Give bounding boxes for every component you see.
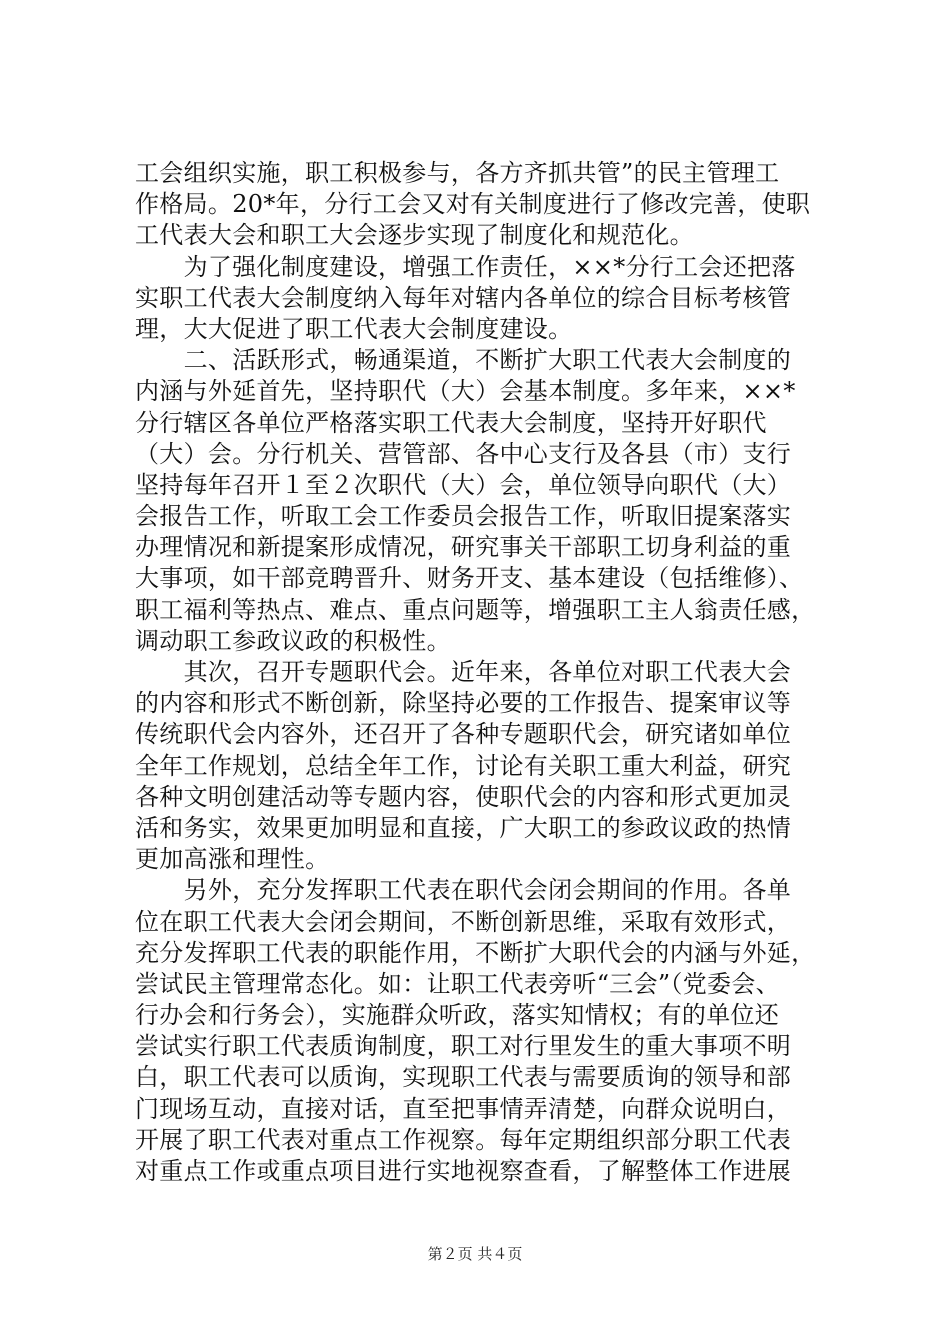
text-line: 二、活跃形式，畅通渠道，不断扩大职工代表大会制度的 [135, 346, 792, 375]
text-line: 另外，充分发挥职工代表在职代会闭会期间的作用。各单 [135, 876, 792, 905]
text-line: 内涵与外延首先，坚持职代（大）会基本制度。多年来，××* [135, 377, 796, 406]
text-line: 开展了职工代表对重点工作视察。每年定期组织部分职工代表 [135, 1125, 792, 1154]
text-line: 行办会和行务会），实施群众听政，落实知情权；有的单位还 [135, 1001, 780, 1030]
text-line: 实职工代表大会制度纳入每年对辖内各单位的综合目标考核管 [135, 283, 792, 312]
text-line: 理，大大促进了职工代表大会制度建设。 [135, 314, 573, 343]
text-line: 的内容和形式不断创新，除坚持必要的工作报告、提案审议等 [135, 689, 792, 718]
text-line: 尝试实行职工代表质询制度，职工对行里发生的重大事项不明 [135, 1032, 792, 1061]
text-line: 工会组织实施，职工积极参与，各方齐抓共管”的民主管理工 [135, 159, 780, 187]
text-line: 办理情况和新提案形成情况，研究事关干部职工切身利益的重 [135, 533, 792, 562]
text-line: 作格局。20*年，分行工会又对有关制度进行了修改完善，使职 [135, 190, 811, 219]
text-line: 调动职工参政议政的积极性。 [135, 626, 451, 655]
text-line: 为了强化制度建设，增强工作责任，××*分行工会还把落 [135, 252, 796, 281]
text-line: 白，职工代表可以质询，实现职工代表与需要质询的领导和部 [135, 1063, 792, 1092]
text-line: 更加高涨和理性。 [135, 845, 330, 874]
text-line: 大事项，如干部竞聘晋升、财务开支、基本建设（包括维修）、 [135, 564, 804, 593]
text-line: 全年工作规划，总结全年工作，讨论有关职工重大利益，研究 [135, 751, 792, 780]
page-number-footer: 第２页 共４页 [427, 1245, 523, 1263]
text-line: 会报告工作，听取工会工作委员会报告工作，听取旧提案落实 [135, 502, 792, 531]
text-line: 其次，召开专题职代会。近年来，各单位对职工代表大会 [135, 658, 792, 686]
text-line: 门现场互动，直接对话，直至把事情弄清楚，向群众说明白， [135, 1094, 792, 1123]
text-line: 职工福利等热点、难点、重点问题等，增强职工主人翁责任感， [135, 595, 816, 624]
text-line: 各种文明创建活动等专题内容，使职代会的内容和形式更加灵 [135, 782, 792, 811]
text-line: 坚持每年召开１至２次职代（大）会，单位领导向职代（大） [135, 470, 792, 499]
text-line: （大）会。分行机关、营管部、各中心支行及各县（市）支行 [135, 439, 792, 468]
text-line: 传统职代会内容外，还召开了各种专题职代会，研究诸如单位 [135, 720, 792, 749]
text-line: 位在职工代表大会闭会期间，不断创新思维，采取有效形式， [135, 907, 792, 936]
text-line: 对重点工作或重点项目进行实地视察查看，了解整体工作进展 [135, 1157, 792, 1185]
text-line: 分行辖区各单位严格落实职工代表大会制度，坚持开好职代 [135, 408, 767, 437]
text-line: 尝试民主管理常态化。如：让职工代表旁听“三会”（党委会、 [135, 969, 780, 998]
text-line: 充分发挥职工代表的职能作用，不断扩大职代会的内涵与外延， [135, 938, 816, 967]
document-body [135, 158, 825, 1187]
text-line: 工代表大会和职工大会逐步实现了制度化和规范化。 [135, 221, 694, 250]
text-line: 活和务实，效果更加明显和直接，广大职工的参政议政的热情 [135, 813, 792, 842]
